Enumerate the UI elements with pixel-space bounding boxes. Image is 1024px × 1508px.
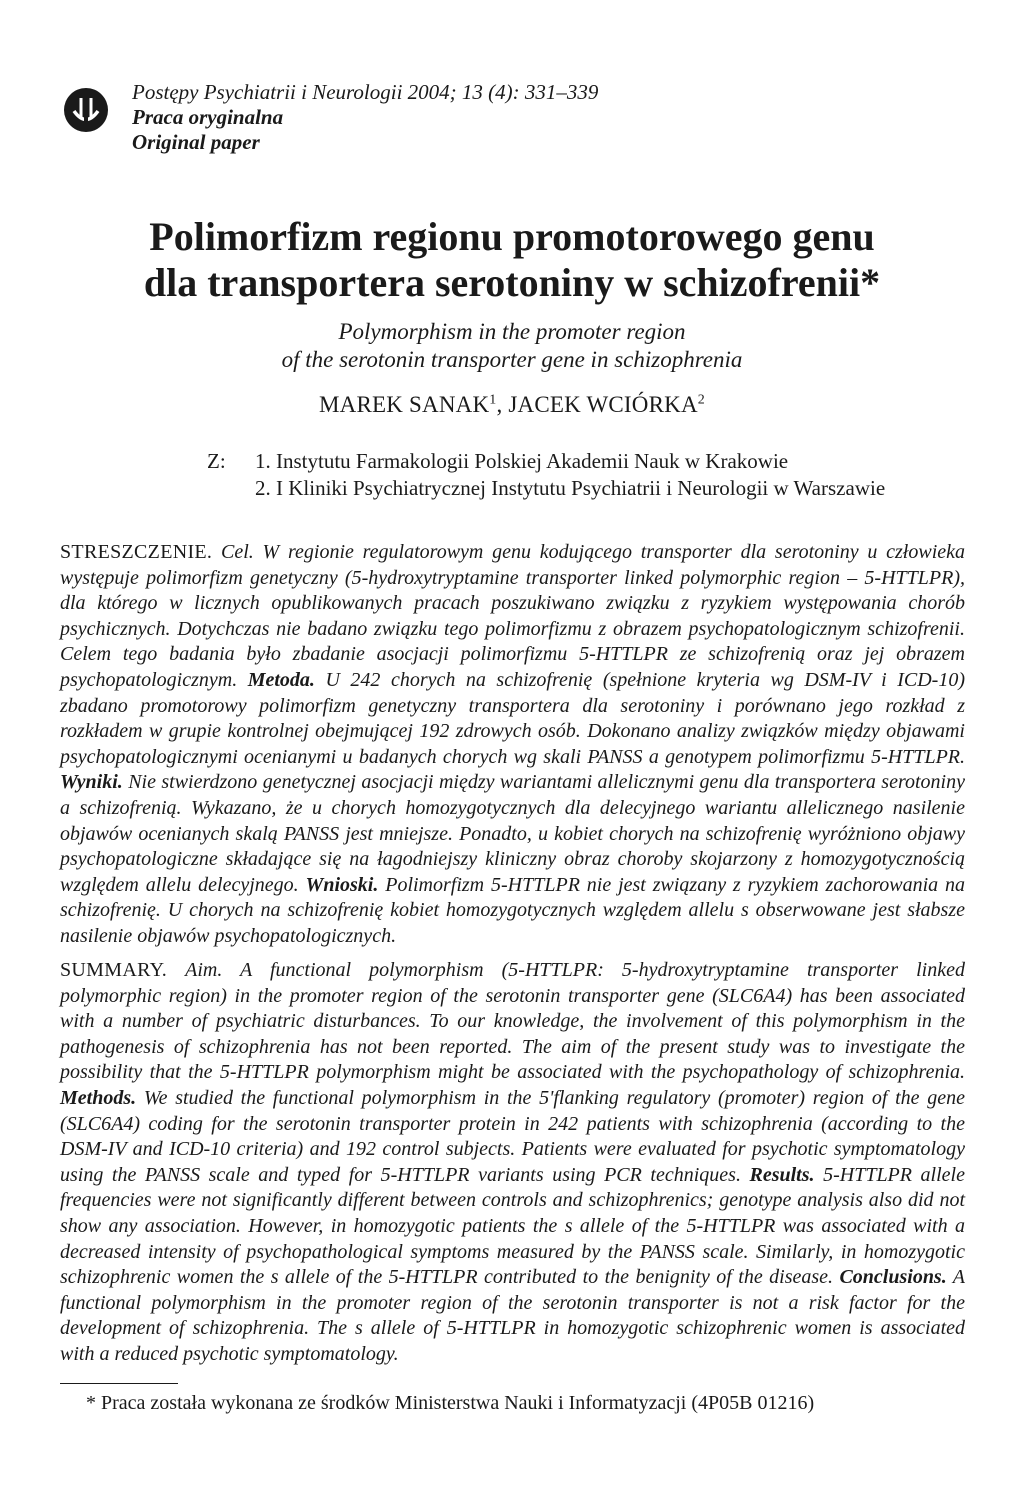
summary-results-text: 5-HTTLPR allele frequencies were not significantly different between controls and schizophrenics; genotype analysis also did not show any association. However, in homozygotic patients the s allele of the 5-HTTLPR was associated with a decreased intensity of psychopathological symptoms measured by the PANSS scale. Similarly, in homozygotic schizophrenic women the s allele of the 5-HTTLPR contributed to the benignity of the disease. [60, 1163, 965, 1289]
affiliations-prefix: Z: [207, 449, 226, 473]
abstract-pl-wnioski-text: Polimorfizm 5-HTTLPR nie jest związany z ryzykiem zachorowania na schizofrenię. U chorych na schizofrenię kobiet homozygotycznych względem allelu s obserwowane jest słabsze nasilenie objawów psychopatologicznych. [60, 873, 966, 947]
summary-aim-text: A functional polymorphism (5-HTTLPR: 5-hydroxytryptamine transporter linked polymorphic region) in the promoter region of the serotonin transporter gene (SLC6A4) has been associated with a number of psychiatric disturbances. To our knowledge, the involvement of this polymorphism in the pathogenesis of schizophrenia has not been reported. The aim of the present study was to investigate the possibility that the 5-HTTLPR polymorphism might be associated with the psychopathology of schizophrenia. [60, 959, 965, 1084]
summary-results-label: Results. [749, 1163, 815, 1186]
abstract-english [60, 958, 965, 1368]
paper-type-en: Original paper [132, 130, 260, 154]
title-line-1: Polimorfizm regionu promotorowego genu [149, 214, 875, 259]
english-title-line-1: Polymorphism in the promoter region [338, 319, 686, 344]
summary-heading: SUMMARY. [60, 959, 168, 981]
footnote-rule [60, 1383, 178, 1384]
abstract-pl-heading: STRESZCZENIE. [60, 541, 213, 563]
article-title [0, 214, 1024, 306]
author-2: JACEK WCIÓRKA [508, 392, 698, 417]
abstract-polish [60, 540, 965, 950]
summary-methods-label: Methods. [60, 1086, 137, 1109]
authors [0, 392, 1024, 418]
summary-conclusions-label: Conclusions. [839, 1266, 947, 1289]
abstract-pl-cel-label: Cel. [221, 541, 254, 563]
author-2-affiliation-mark: 2 [697, 392, 705, 408]
author-separator: , [496, 392, 509, 417]
journal-citation: Postępy Psychiatrii i Neurologii 2004; 13 (4): 331–339 [132, 80, 599, 104]
author-1: MAREK SANAK [319, 392, 490, 417]
abstract-pl-wnioski-label: Wnioski. [305, 873, 379, 896]
title-line-2: dla transportera serotoniny w schizofrenii* [143, 260, 881, 305]
english-title-line-2: of the serotonin transporter gene in schizophrenia [281, 347, 743, 372]
abstract-pl-metoda-text: U 242 chorych na schizofrenię (spełnione kryteria wg DSM-IV i ICD-10) zbadano promotorowy polimorfizm genetyczny transportera dla serotoniny i porównano jego rozkład z rozkładem w grupie kontrolnej obejmującej 192 zdrowych osób. Dokonano analizy związków między objawami psychopatologicznymi ocenianymi u badanych chorych wg skali PANSS a genotypem polimorfizmu 5-HTTLPR. [60, 668, 966, 768]
author-1-affiliation-mark: 1 [489, 392, 497, 408]
paper-type-pl: Praca oryginalna [132, 105, 284, 129]
affiliation-2: 2. I Kliniki Psychiatrycznej Instytutu Psychiatrii i Neurologii w Warszawie [255, 476, 886, 500]
affiliation-1: 1. Instytutu Farmakologii Polskiej Akademii Nauk w Krakowie [255, 449, 789, 473]
summary-conclusions-text: A functional polymorphism in the promoter region of the serotonin transporter is not a risk factor for the development of schizophrenia. The s allele of 5-HTTLPR in homozygotic schizophrenic women is associated with a reduced psychotic symptomatology. [60, 1266, 966, 1365]
journal-header [132, 80, 598, 155]
abstract-pl-wyniki-text: Nie stwierdzono genetycznej asocjacji między wariantami allelicznymi genu dla transportera serotoniny a schizofrenią. Wykazano, że u chorych homozygotycznych dla delecyjnego wariantu allelicznego nasilenie objawów ocenianych skalą PANSS jest mniejsze. Ponadto, u kobiet chorych na schizofrenię wyróżniono objawy psychopatologiczne składające się na łagodniejszy kliniczny obraz choroby skojarzony z homozygotycznością względem allelu delecyjnego. [60, 771, 965, 896]
abstract-pl-metoda-label: Metoda. [247, 668, 315, 691]
footnote: * Praca została wykonana ze środków Ministerstwa Nauki i Informatyzacji (4P05B 01216) [86, 1392, 815, 1414]
summary-methods-text: We studied the functional polymorphism in the 5'flanking regulatory (promoter) region of the gene (SLC6A4) coding for the serotonin transporter protein in 242 patients with schizophrenia (according to the DSM-IV and ICD-10 criteria) and 192 control subjects. Patients were evaluated for psychotic symptomatology using the PANSS scale and typed for 5-HTTLPR variants using PCR techniques. [60, 1086, 965, 1186]
abstract-pl-wyniki-label: Wyniki. [60, 771, 123, 794]
abstract-pl-cel-text: W regionie regulatorowym genu kodującego transporter dla serotoniny u człowieka występuje polimorfizm genetyczny (5-hydroxytryptamine transporter linked polymorphic region – 5-HTTLPR), dla którego w licznych opublikowanych pracach poszukiwano związku z ryzykiem występowania chorób psychicznych. Dotychczas nie badano związku tego polimorfizmu z obrazem psychopatologicznym schizofrenii. Celem tego badania było zbadanie asocjacji polimorfizmu 5-HTTLPR ze schizofrenią oraz jej obrazem psychopatologicznym. [60, 541, 965, 691]
summary-aim-label: Aim. [185, 959, 223, 981]
journal-logo-icon [60, 84, 112, 136]
english-title [0, 318, 1024, 374]
